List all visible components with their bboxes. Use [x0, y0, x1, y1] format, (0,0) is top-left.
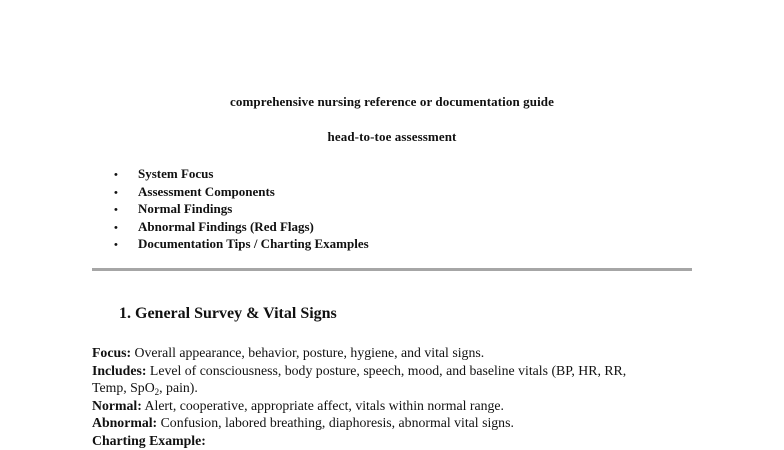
includes-text: Level of consciousness, body posture, speech, mood, and baseline vitals (BP, HR, RR, — [149, 362, 627, 378]
bullet-icon: • — [114, 169, 118, 181]
contents-item-label: Documentation Tips / Charting Examples — [138, 236, 369, 252]
contents-list — [114, 165, 369, 253]
normal-text: Alert, cooperative, appropriate affect, vitals within normal range. — [144, 397, 504, 413]
focus-text: Overall appearance, behavior, posture, hygiene, and vital signs. — [134, 345, 485, 360]
contents-item — [114, 235, 369, 253]
abnormal-paragraph — [92, 414, 702, 432]
contents-item-label: Normal Findings — [138, 201, 233, 217]
normal-label: Normal: — [92, 397, 142, 413]
bullet-icon: • — [114, 239, 118, 252]
subscript-2: 2 — [154, 387, 160, 398]
horizontal-divider — [92, 268, 692, 271]
bullet-icon: • — [114, 204, 118, 217]
abnormal-text: Confusion, labored breathing, diaphoresis, abnormal vital signs. — [160, 415, 514, 431]
charting-label: Charting Example: — [92, 432, 206, 448]
contents-item — [114, 200, 369, 218]
document-subtitle: head-to-toe assessment — [327, 129, 457, 144]
includes-label: Includes: — [92, 362, 147, 378]
focus-label: Focus: — [92, 345, 132, 360]
document-title: comprehensive nursing reference or documentation guide — [229, 94, 554, 109]
includes-text-continued: Temp, SpO — [92, 380, 155, 396]
normal-paragraph — [92, 397, 702, 415]
abnormal-label: Abnormal: — [92, 415, 158, 431]
contents-item-label: Abnormal Findings (Red Flags) — [138, 218, 314, 234]
contents-item — [114, 183, 369, 201]
includes-paragraph — [92, 362, 702, 397]
contents-item-label: System Focus — [138, 166, 214, 181]
focus-paragraph — [92, 344, 702, 362]
section-heading: 1. General Survey & Vital Signs — [119, 305, 337, 322]
contents-item — [114, 218, 369, 236]
bullet-icon: • — [114, 221, 118, 234]
contents-item — [114, 165, 369, 183]
bullet-icon: • — [114, 186, 118, 199]
includes-text-end: , pain). — [159, 380, 198, 396]
contents-item-label: Assessment Components — [138, 183, 275, 199]
section-body — [92, 344, 702, 450]
